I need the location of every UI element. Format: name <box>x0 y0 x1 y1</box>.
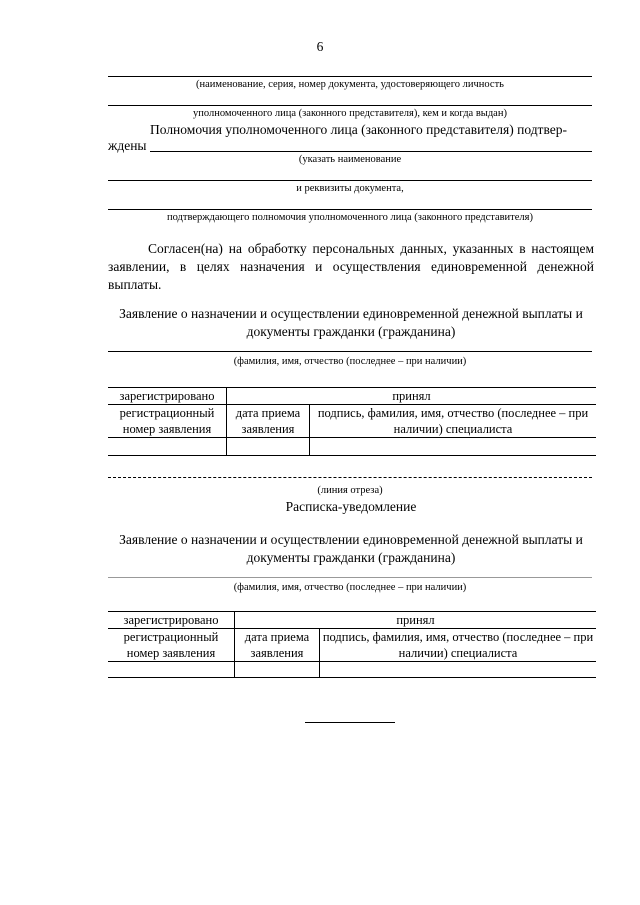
doc-fill-line-1 <box>108 76 592 77</box>
authority-line-2: ждены <box>108 138 147 153</box>
accepted-header: принял <box>227 388 597 405</box>
date-received-header: дата приема заявления <box>227 405 310 438</box>
registered-header: зарегистрировано <box>108 612 235 629</box>
cut-line-caption: (линия отреза) <box>317 485 383 496</box>
doc-fill-line-2 <box>108 105 592 106</box>
name-fill-line-1 <box>108 351 592 352</box>
name-caption-2: (фамилия, имя, отчество (последнее – при наличии) <box>233 582 467 593</box>
authority-fill-line-3 <box>108 209 592 210</box>
doc-caption-2: уполномоченного лица (законного представителя), кем и когда выдан) <box>193 108 507 119</box>
registration-table-1 <box>108 387 596 456</box>
accepted-header: принял <box>235 612 597 629</box>
authority-caption-3: подтверждающего полномочия уполномоченного лица (законного представителя) <box>166 212 533 223</box>
specialist-cell[interactable] <box>310 438 597 456</box>
reg-number-header: регистрационный номер заявления <box>108 405 227 438</box>
date-received-cell[interactable] <box>235 662 320 678</box>
specialist-header: подпись, фамилия, имя, отчество (последнее – при наличии) специалиста <box>320 629 597 662</box>
reg-number-header: регистрационный номер заявления <box>108 629 235 662</box>
specialist-cell[interactable] <box>320 662 597 678</box>
consent-paragraph <box>108 240 594 294</box>
authority-fill-line-1 <box>150 151 592 152</box>
cut-line <box>108 477 592 478</box>
registered-header: зарегистрировано <box>108 388 227 405</box>
application-heading-2: Заявление о назначении и осуществлении единовременной денежной выплаты и документы гражданки (гражданина) <box>119 532 583 565</box>
authority-fill-line-2 <box>108 180 592 181</box>
end-rule <box>305 722 395 723</box>
page-number: 6 <box>316 39 324 54</box>
authority-line-1: Полномочия уполномоченного лица (законного представителя) подтвер- <box>150 122 567 137</box>
reg-number-cell[interactable] <box>108 662 235 678</box>
authority-caption-1: (указать наименование <box>298 154 402 165</box>
reg-number-cell[interactable] <box>108 438 227 456</box>
receipt-title: Расписка-уведомление <box>285 499 417 514</box>
name-caption-1: (фамилия, имя, отчество (последнее – при наличии) <box>233 356 467 367</box>
date-received-cell[interactable] <box>227 438 310 456</box>
authority-caption-2: и реквизиты документа, <box>296 183 404 194</box>
registration-table-2 <box>108 611 596 678</box>
specialist-header: подпись, фамилия, имя, отчество (последнее – при наличии) специалиста <box>310 405 597 438</box>
name-fill-line-2 <box>108 577 592 578</box>
date-received-header: дата приема заявления <box>235 629 320 662</box>
consent-text: Согласен(на) на обработку персональных данных, указанных в настоящем заявлении, в целях назначения и осуществления единовременной денежной выплаты. <box>108 241 594 292</box>
application-heading-1: Заявление о назначении и осуществлении единовременной денежной выплаты и документы гражданки (гражданина) <box>119 306 583 339</box>
doc-caption-1: (наименование, серия, номер документа, удостоверяющего личность <box>196 79 504 90</box>
